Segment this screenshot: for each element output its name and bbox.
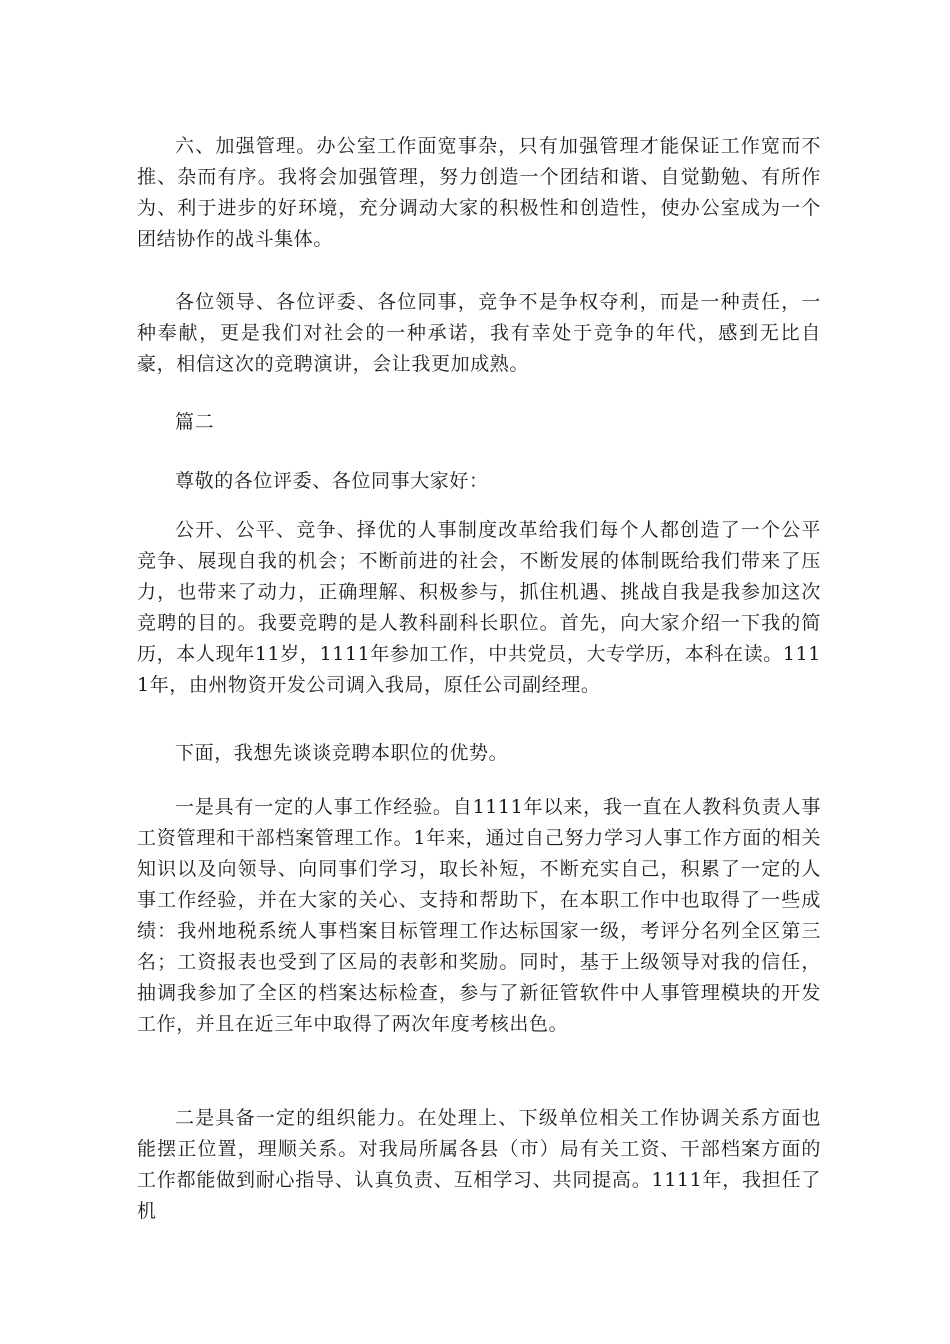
paragraph-competition-responsibility: 各位领导、各位评委、各位同事，竞争不是争权夺利，而是一种责任，一种奉献，更是我们对社会的一种承诺，我有幸处于竞争的年代，感到无比自豪，相信这次的竞聘演讲，会让我更加成熟。 xyxy=(137,291,821,375)
paragraph-greeting: 尊敬的各位评委、各位同事大家好： xyxy=(175,470,489,492)
paragraph-advantages-intro: 下面，我想先谈谈竞聘本职位的优势。 xyxy=(175,742,509,764)
paragraph-experience: 一是具有一定的人事工作经验。自1111年以来，我一直在人教科负责人事工资管理和干部档案管理工作。1年来，通过自己努力学习人事工作方面的相关知识以及向领导、向同事们学习，取长补短，不断充实自己，积累了一定的人事工作经验，并在大家的关心、支持和帮助下，在本职工作中也取得了一些成绩：我州地税系统人事档案目标管理工作达标国家一级，考评分名列全区第三名；工资报表也受到了区局的表彰和奖励。同时，基于上级领导对我的信任，抽调我参加了全区的档案达标检查，参与了新征管软件中人事管理模块的开发工作，并且在近三年中取得了两次年度考核出色。 xyxy=(137,796,821,1035)
section-heading: 篇二 xyxy=(175,411,215,433)
paragraph-introduction: 公开、公平、竞争、择优的人事制度改革给我们每个人都创造了一个公平竞争、展现自我的机会；不断前进的社会，不断发展的体制既给我们带来了压力，也带来了动力，正确理解、积极参与，抓住机遇、挑战自我是我参加这次竞聘的目的。我要竞聘的是人教科副科长职位。首先，向大家介绍一下我的简历，本人现年11岁，1111年参加工作，中共党员，大专学历，本科在读。1111年，由州物资开发公司调入我局，原任公司副经理。 xyxy=(137,519,821,696)
paragraph-organization: 二是具备一定的组织能力。在处理上、下级单位相关工作协调关系方面也能摆正位置，理顺关系。对我局所属各县（市）局有关工资、干部档案方面的工作都能做到耐心指导、认真负责、互相学习、共同提高。1111年，我担任了机 xyxy=(137,1107,821,1222)
paragraph-strengthen-management: 六、加强管理。办公室工作面宽事杂，只有加强管理才能保证工作宽而不推、杂而有序。我将会加强管理，努力创造一个团结和谐、自觉勤勉、有所作为、利于进步的好环境，充分调动大家的积极性和创造性，使办公室成为一个团结协作的战斗集体。 xyxy=(137,135,821,250)
